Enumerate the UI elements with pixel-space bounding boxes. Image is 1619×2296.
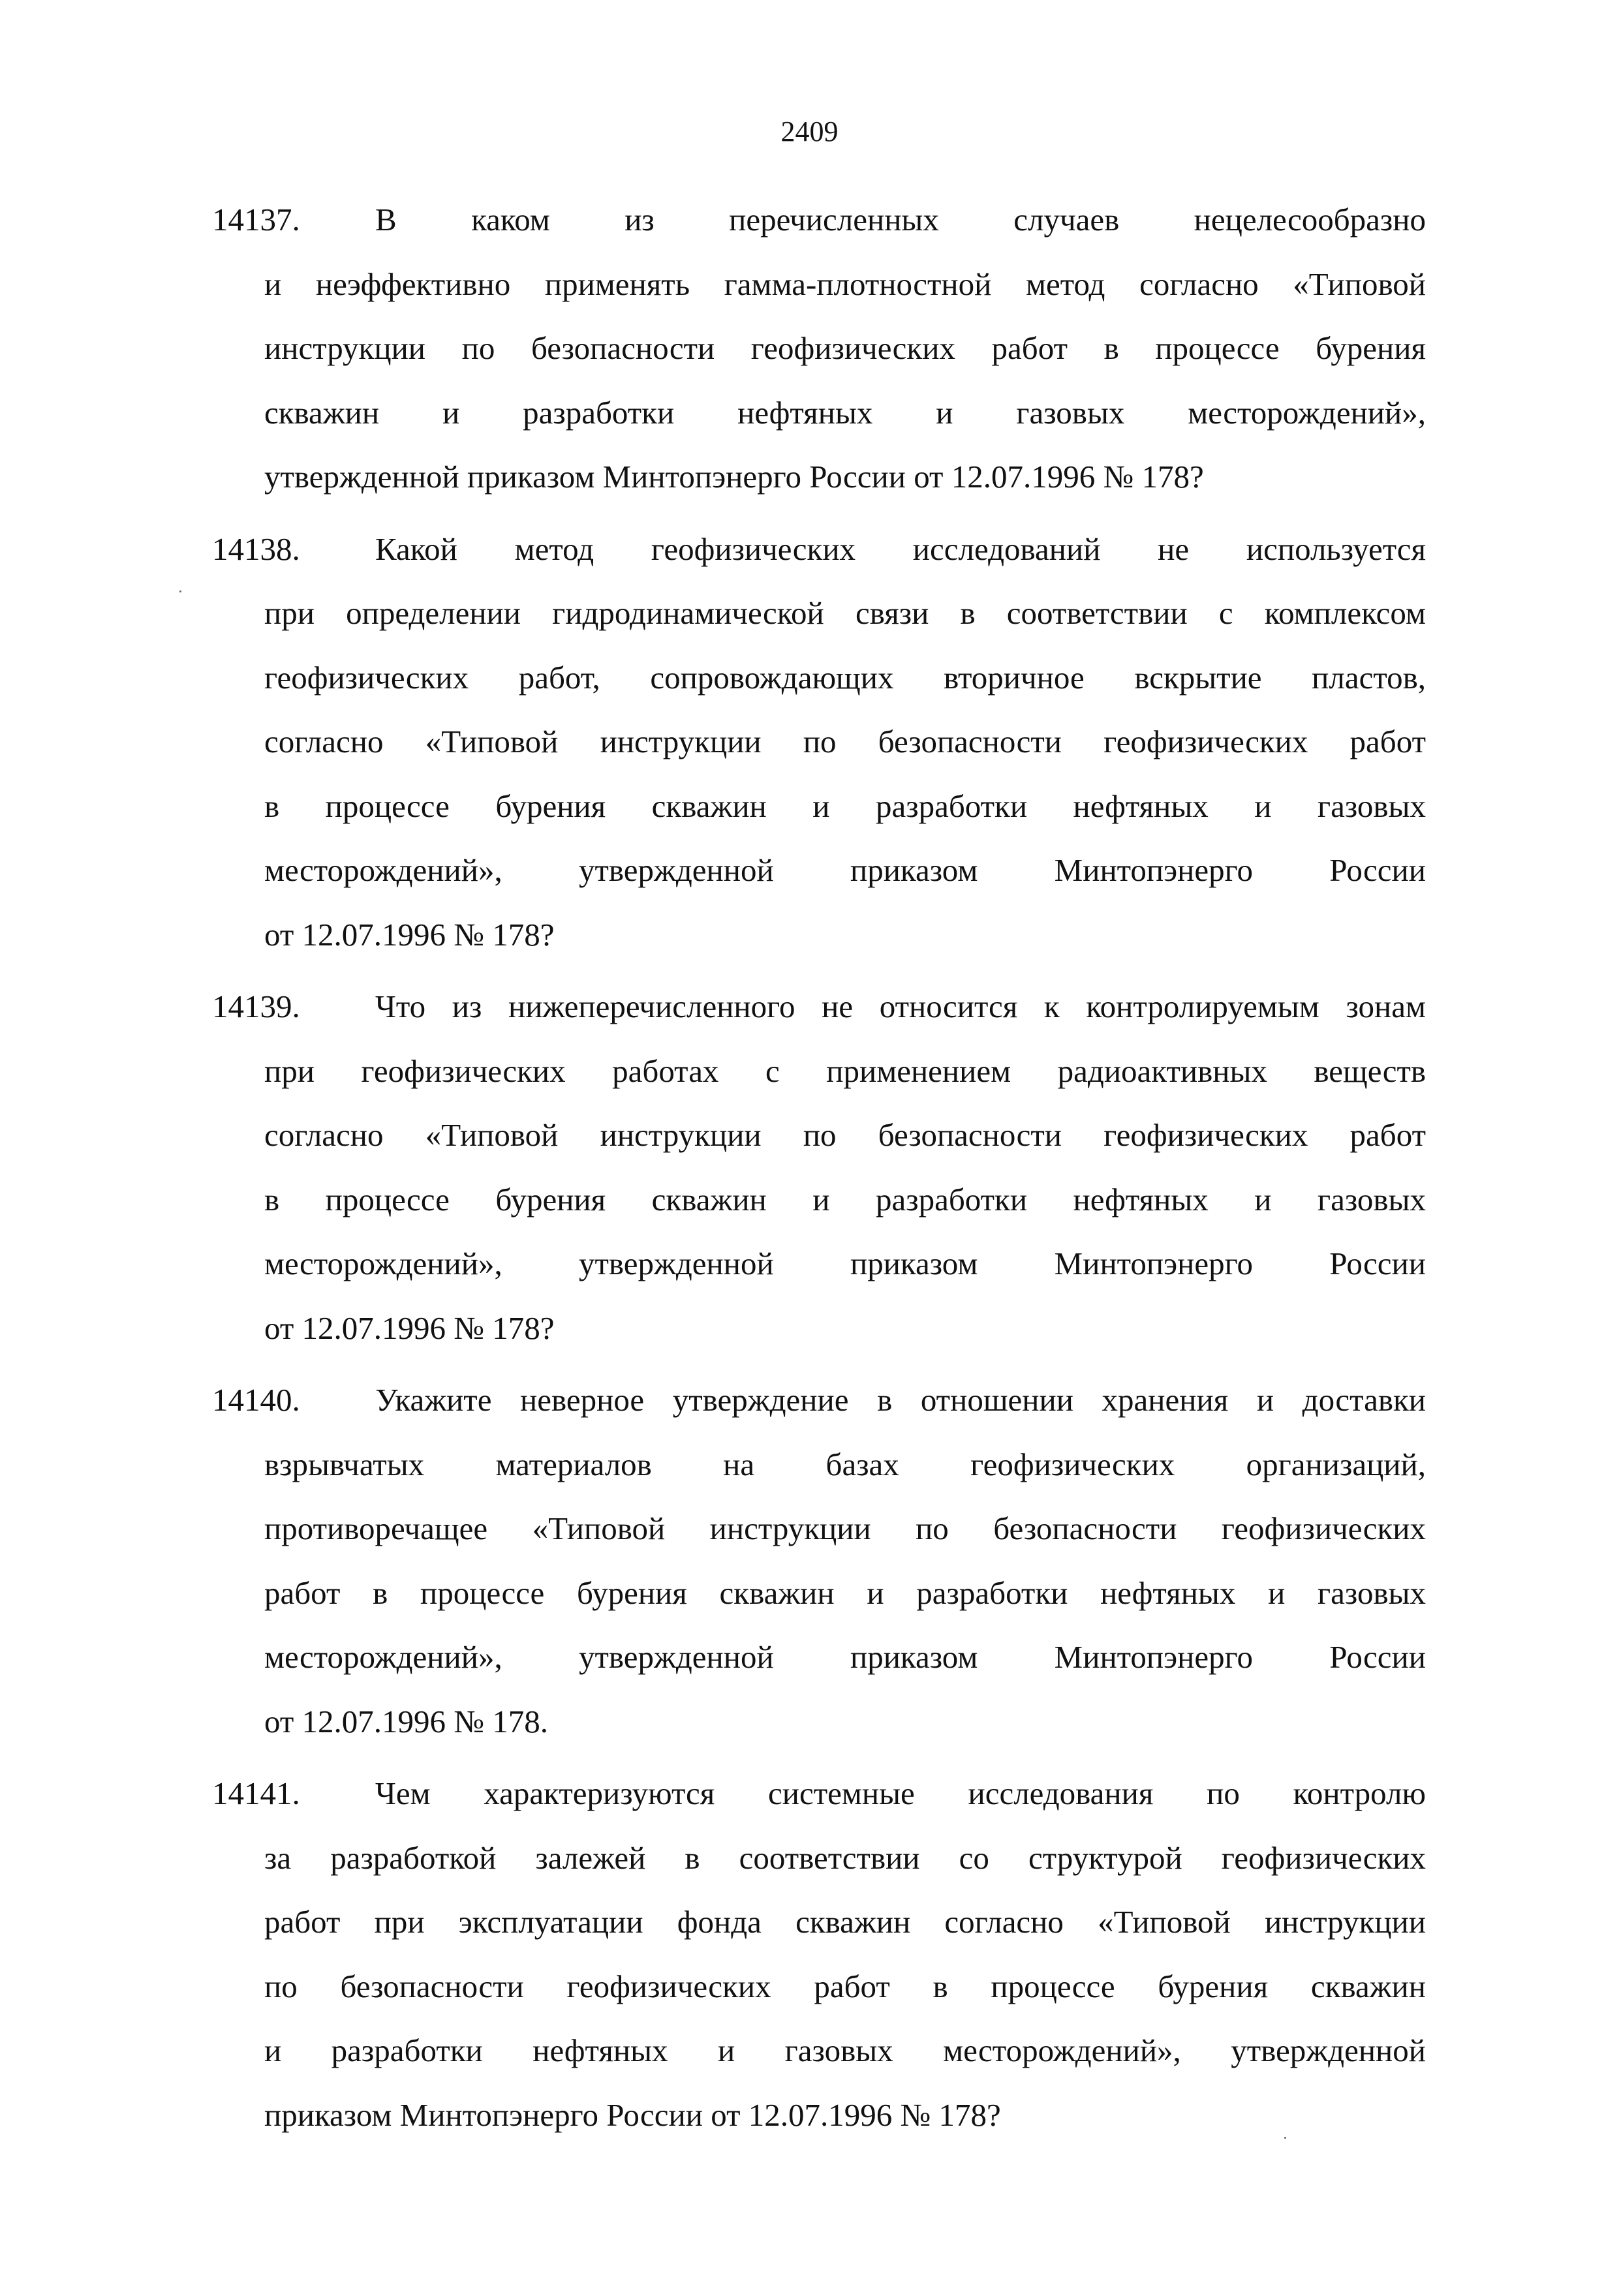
question-line: противоречащее «Типовой инструкции по безопасности геофизических — [264, 1510, 1426, 1546]
question-line: месторождений», утвержденной приказом Минтопэнерго России — [264, 852, 1426, 888]
question-line: за разработкой залежей в соответствии со структурой геофизических — [264, 1839, 1426, 1876]
question-line: согласно «Типовой инструкции по безопасности геофизических работ — [264, 1117, 1426, 1153]
question-text — [264, 1762, 1426, 2147]
question-number: 14139. — [212, 988, 300, 1024]
question-line: от 12.07.1996 № 178. — [264, 1703, 549, 1739]
question-line: работ в процессе бурения скважин и разработки нефтяных и газовых — [264, 1574, 1426, 1611]
question-line: Какой метод геофизических исследований не используется — [375, 530, 1426, 567]
page-number: 2409 — [780, 115, 839, 147]
question-line: от 12.07.1996 № 178? — [264, 916, 555, 953]
question-line: и неэффективно применять гамма-плотностной метод согласно «Типовой — [264, 266, 1426, 302]
question-line: скважин и разработки нефтяных и газовых месторождений», — [264, 394, 1426, 431]
question-line: приказом Минтопэнерго России от 12.07.1996 № 178? — [264, 2096, 1001, 2133]
question-line: при определении гидродинамической связи в соответствии с комплексом — [264, 595, 1426, 631]
question-line: геофизических работ, сопровождающих вторичное вскрытие пластов, — [264, 659, 1426, 696]
question-item — [212, 188, 1426, 510]
question-item — [212, 517, 1426, 968]
question-line: В каком из перечисленных случаев нецелесообразно — [375, 202, 1426, 237]
question-line: и разработки нефтяных и газовых месторождений», утвержденной — [264, 2032, 1426, 2068]
question-line: согласно «Типовой инструкции по безопасности геофизических работ — [264, 724, 1426, 759]
question-text — [264, 188, 1426, 510]
question-number: 14138. — [212, 530, 300, 567]
question-line: по безопасности геофизических работ в процессе бурения скважин — [264, 1968, 1426, 2004]
question-line: месторождений», утвержденной приказом Минтопэнерго России — [264, 1639, 1426, 1675]
question-number: 14137. — [212, 202, 300, 237]
question-line: при геофизических работах с применением радиоактивных веществ — [264, 1052, 1426, 1089]
scan-speck — [179, 590, 181, 592]
question-list — [212, 188, 1426, 2155]
question-number: 14141. — [212, 1775, 300, 1811]
question-line: от 12.07.1996 № 178? — [264, 1309, 555, 1346]
question-line: утвержденной приказом Минтопэнерго России от 12.07.1996 № 178? — [264, 459, 1204, 495]
question-text — [264, 517, 1426, 968]
question-item — [212, 1368, 1426, 1754]
question-item — [212, 975, 1426, 1360]
question-line: Что из нижеперечисленного не относится к контролируемым зонам — [375, 988, 1426, 1024]
question-line: Чем характеризуются системные исследования по контролю — [375, 1775, 1426, 1811]
scan-speck — [1284, 2137, 1286, 2139]
question-text — [264, 1368, 1426, 1754]
question-line: в процессе бурения скважин и разработки нефтяных и газовых — [264, 788, 1426, 824]
question-line: взрывчатых материалов на базах геофизических организаций, — [264, 1446, 1426, 1482]
question-line: работ при эксплуатации фонда скважин согласно «Типовой инструкции — [264, 1904, 1426, 1940]
question-line: Укажите неверное утверждение в отношении хранения и доставки — [375, 1382, 1426, 1418]
question-line: инструкции по безопасности геофизических работ в процессе бурения — [264, 330, 1426, 366]
question-text — [264, 975, 1426, 1360]
question-item — [212, 1762, 1426, 2147]
question-line: в процессе бурения скважин и разработки нефтяных и газовых — [264, 1181, 1426, 1217]
question-line: месторождений», утвержденной приказом Минтопэнерго России — [264, 1246, 1426, 1281]
question-number: 14140. — [212, 1382, 300, 1418]
